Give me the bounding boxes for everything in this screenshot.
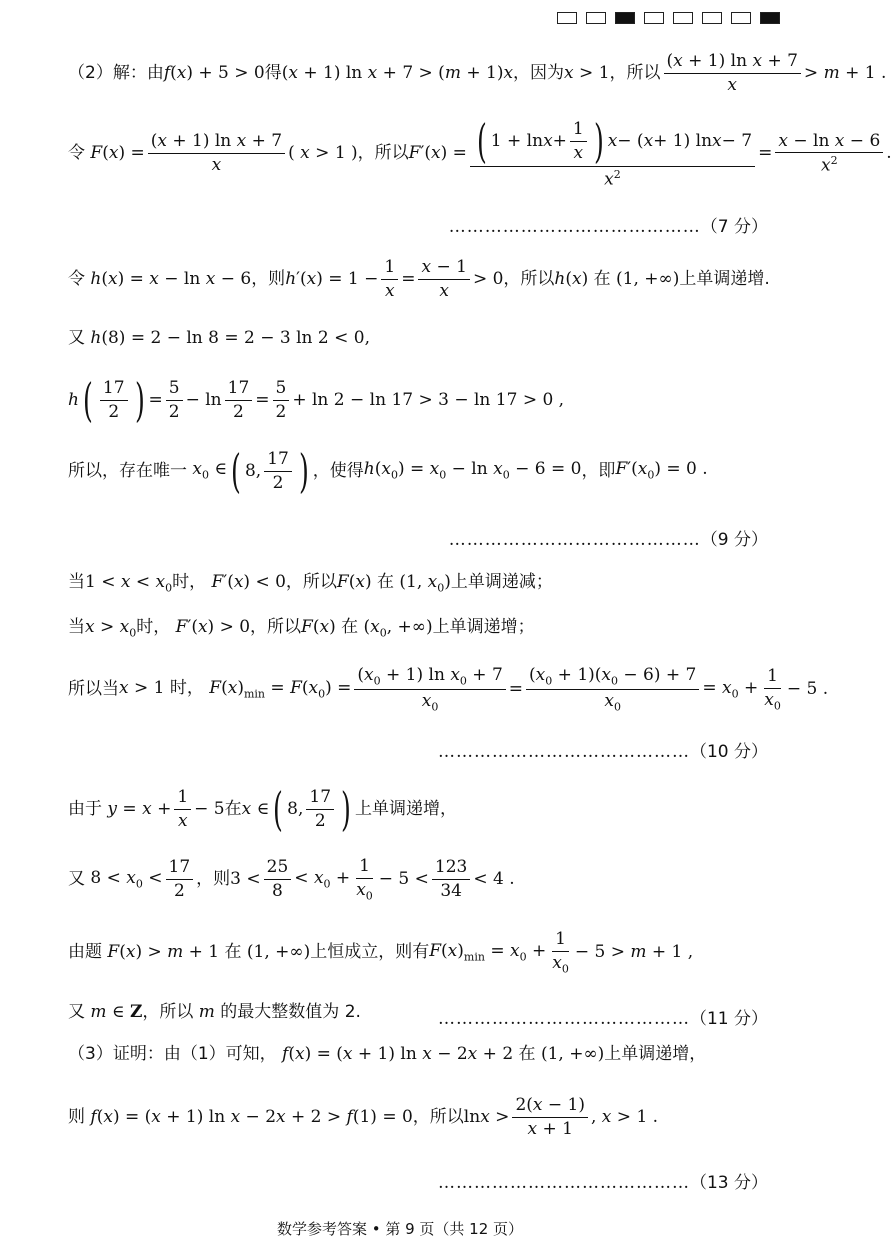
marker-box xyxy=(702,12,722,24)
text: 上恒成立，则有 xyxy=(310,942,430,963)
fraction: $\frac{1}{x}$ xyxy=(381,258,398,300)
text: 又 xyxy=(68,328,85,348)
solution-line-5: h ( $\frac{17}{2}$ ) = $\frac{5}{2}$ − ln $\frac{17}{2}$ = $\frac{5}{2}$ + ln 2 − ln 17 > 3 − ln 17 > 0 , xyxy=(68,373,565,427)
text: ，所以 xyxy=(609,62,661,83)
text: ，则 xyxy=(196,869,231,890)
page-footer: 数学参考答案 • 第 9 页（共 12 页） xyxy=(276,1220,524,1238)
fraction: $\frac{x - 1}{x}$ xyxy=(418,258,469,300)
text: 时， xyxy=(136,617,171,637)
solution-line-14: （3）证明：由（1）可知， f(x) = (x + 1) ln x − 2x + 2 在 (1, +∞)上单调递增， xyxy=(68,1044,707,1064)
text: （2）解：由 xyxy=(68,62,164,83)
text: 得 xyxy=(264,62,282,83)
text: 上单调递增； xyxy=(432,617,535,637)
fraction: ( 1 + ln x + $\frac{1}{x}$ ) x − ( x + 1) ln x − 7 $x^2$ xyxy=(470,118,755,189)
solution-line-13: 又 m ∈ Z，所以 m 的最大整数值为 2. xyxy=(68,1002,361,1022)
text: 上单调递增. xyxy=(679,268,770,289)
text: ，使得 xyxy=(312,460,364,481)
marker-box xyxy=(731,12,751,24)
dots: …………………………………… xyxy=(437,1173,690,1193)
marker-box-filled xyxy=(615,12,635,24)
solution-line-1: （2）解：由 f(x) + 5 > 0 得 (x + 1) ln x + 7 > (m + 1)x ，因为 x > 1 ，所以 $\frac{\text{(x + 1) ln x + 7}}{x}$ > m + 1 . xyxy=(68,51,887,95)
text: 在 xyxy=(224,798,242,819)
text: 由题 xyxy=(68,942,102,963)
text: ，所以 xyxy=(503,268,555,289)
score-7 xyxy=(449,212,768,237)
score-13 xyxy=(438,1168,768,1193)
fraction: $\frac{\text{(x + 1) ln x + 7}}{x}$ xyxy=(664,52,801,94)
solution-line-15: 则 f(x) = (x + 1) ln x − 2x + 2 > f(1) = 0 ，所以 lnx > $\frac{2(x - 1)}{x + 1}$ , x > 1 . xyxy=(68,1095,659,1139)
text: 上单调递减； xyxy=(450,572,553,592)
dots: …………………………………… xyxy=(437,742,690,762)
text: ，所以 xyxy=(250,617,302,637)
solution-line-2: 令 F(x) = $\frac{\text{(x + 1) ln x + 7}}{x}$ ( x > 1 ) ，所以 F′(x) = ( 1 + ln x + $\frac{1}{x}$ ) x − ( x + 1) ln x − 7 $x^2$ = $\frac{\text{x − ln x − 6}}{x^2}$ . xyxy=(68,114,892,190)
dots: …………………………………… xyxy=(448,530,701,550)
score-label: （7 分） xyxy=(700,217,768,237)
text: 上单调递增， xyxy=(355,798,457,819)
text: 又 xyxy=(68,1002,85,1022)
score-9 xyxy=(449,525,768,550)
solution-line-11: 又 $8 < x_0$ < $\frac{17}{2}$ ，则 3 < $\frac{25}{8}$ < $x_0$ + $\frac{1}{x_0}$ − 5 < $\frac{123}{34}$ < 4 . xyxy=(68,856,515,903)
text: ，因为 xyxy=(513,62,565,83)
text: 当 xyxy=(68,572,85,592)
dots: …………………………………… xyxy=(448,217,701,237)
solution-line-12: 由题 F(x) > m + 1 在 (1, +∞) 上恒成立，则有 $F(x)_{min} = x_0$ + $\frac{1}{x_0}$ − 5 > m + 1 , xyxy=(68,929,694,976)
page-marker-boxes xyxy=(557,12,780,24)
dots: …………………………………… xyxy=(437,1009,690,1029)
score-label: （11 分） xyxy=(689,1009,768,1029)
text: 令 xyxy=(68,143,85,164)
text: 令 xyxy=(68,268,85,289)
text: 则 xyxy=(68,1106,85,1127)
text: ，即 xyxy=(581,460,616,481)
score-label: （13 分） xyxy=(689,1173,768,1193)
solution-line-6: 所以，存在唯一 $x_0$ ∈ ( 8, $\frac{17}{2}$ ) ，使得 $h(x_0) = x_0 - \ln x_0 - 6 = 0$ ，即 $F'(x_0) = 0$ . xyxy=(68,444,708,498)
text: ，所以 xyxy=(142,1002,194,1022)
text: ，则 xyxy=(251,268,286,289)
solution-line-4: 又 h(8) = 2 − ln 8 = 2 − 3 ln 2 < 0, xyxy=(68,328,370,348)
marker-box xyxy=(644,12,664,24)
text: 所以，存在唯一 xyxy=(68,460,187,481)
marker-box xyxy=(586,12,606,24)
fraction: $\frac{\text{(x + 1) ln x + 7}}{x}$ xyxy=(148,132,285,174)
score-label: （9 分） xyxy=(700,530,768,550)
text: 当 xyxy=(68,617,85,637)
text: 的最大整数值为 2. xyxy=(220,1002,361,1022)
text: 所以当 xyxy=(68,679,119,700)
marker-box xyxy=(673,12,693,24)
text: 时， xyxy=(172,572,207,592)
score-11 xyxy=(438,1004,768,1029)
score-10 xyxy=(438,737,768,762)
text: 上单调递增， xyxy=(604,1044,707,1064)
solution-line-10: 由于 y = x + $\frac{1}{x}$ − 5 在 x ∈ ( 8, $\frac{17}{2}$ ) 上单调递增， xyxy=(68,782,457,836)
text: （3）证明：由（1）可知， xyxy=(68,1044,277,1064)
marker-box xyxy=(557,12,577,24)
solution-line-9: 所以当 x > 1 时， $F(x)_{min} = F(x_0)$ = $\frac{(x_0 + 1) \ln x_0 + 7}{x_0}$ = $\frac{(x_0 + 1)(x_0 - 6) + 7}{x_0}$ = $x_0$ + $\frac{1}{x_0}$ − 5 . xyxy=(68,665,829,714)
text: 又 xyxy=(68,869,85,890)
text: ，所以 xyxy=(412,1106,464,1127)
marker-box-filled xyxy=(760,12,780,24)
text: 由于 xyxy=(68,798,102,819)
fraction: $\frac{\text{x − ln x − 6}}{x^2}$ xyxy=(775,132,883,176)
solution-line-7: 当$1 < x < x_0$时， F′(x) < 0，所以F(x) 在 (1, $x_0$)上单调递减； xyxy=(68,572,553,595)
solution-line-3: 令 h(x) = x − ln x − 6 ，则 h′(x) = 1 − $\frac{1}{x}$ = $\frac{x - 1}{x}$ > 0 ，所以 h(x) 在 (1, +∞) 上单调递增. xyxy=(68,257,770,301)
score-label: （10 分） xyxy=(689,742,768,762)
text: ，所以 xyxy=(285,572,337,592)
text: ，所以 xyxy=(357,143,409,164)
solution-line-8: 当$x > x_0$时， F′(x) > 0，所以F(x) 在 ($x_0$, +∞)上单调递增； xyxy=(68,617,535,640)
